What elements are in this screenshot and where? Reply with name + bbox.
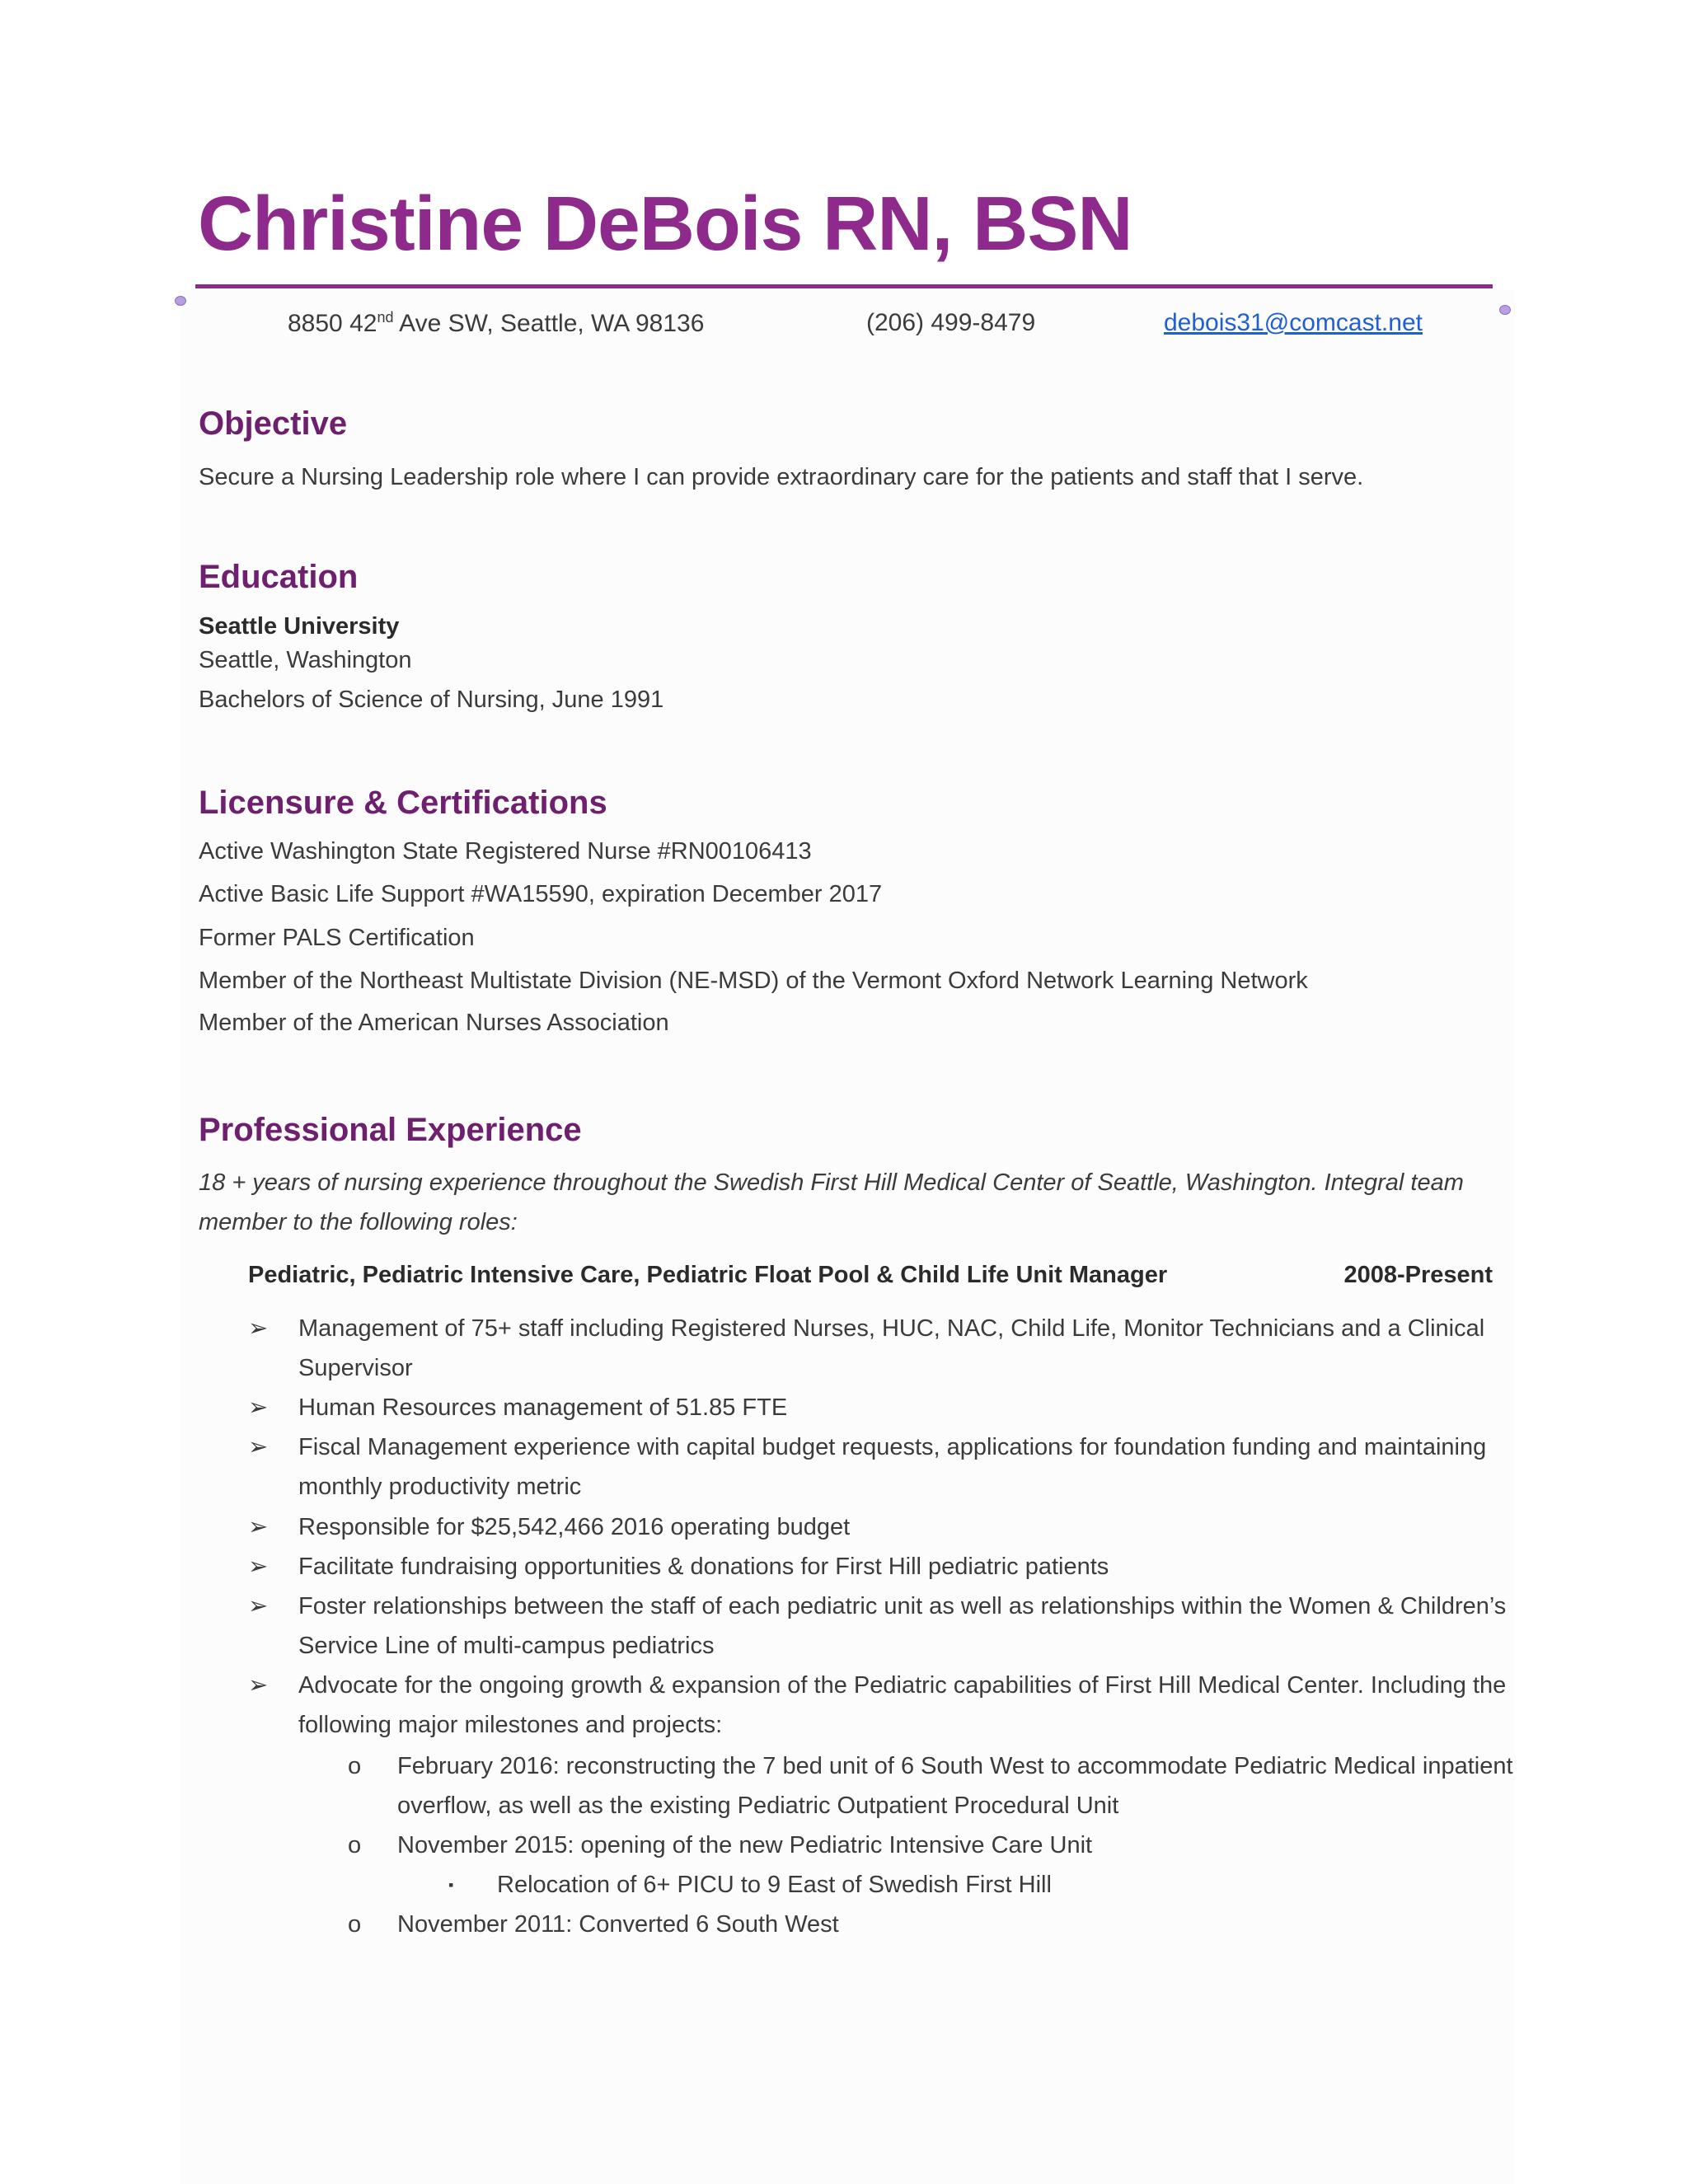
square-bullet-icon: ▪ bbox=[448, 1877, 454, 1893]
license-item: Former PALS Certification bbox=[199, 925, 475, 951]
license-item: Member of the Northeast Multistate Division (NE-MSD) of the Vermont Oxford Network Learning Network bbox=[199, 968, 1308, 994]
experience-heading: Professional Experience bbox=[199, 1112, 582, 1148]
bullet-item: ➢ Facilitate fundraising opportunities & donations for First Hill pediatric patients bbox=[248, 1547, 1517, 1586]
role-title: Pediatric, Pediatric Intensive Care, Pediatric Float Pool & Child Life Unit Manager bbox=[248, 1262, 1168, 1288]
resume-name: Christine DeBois RN, BSN bbox=[198, 180, 1132, 266]
experience-intro: member to the following roles: bbox=[199, 1209, 518, 1235]
arrow-bullet-icon: ➢ bbox=[248, 1514, 269, 1540]
header-divider bbox=[195, 284, 1493, 288]
contact-phone: (206) 499-8479 bbox=[866, 309, 1036, 336]
role-dates: 2008-Present bbox=[1343, 1262, 1493, 1288]
experience-intro: 18 + years of nursing experience throughout the Swedish First Hill Medical Center of Seattle, Washington. Integral team bbox=[199, 1169, 1464, 1196]
education-school: Seattle University bbox=[199, 613, 400, 640]
education-heading: Education bbox=[199, 559, 359, 595]
license-item: Active Washington State Registered Nurse #RN00106413 bbox=[199, 838, 812, 865]
bullet-item: ➢ Foster relationships between the staff of each pediatric unit as well as relationships within the Women & Children’s Service Line of multi-campus pediatrics bbox=[248, 1586, 1517, 1666]
bullet-item: ➢ Human Resources management of 51.85 FTE bbox=[248, 1388, 1517, 1427]
circle-bullet-icon: o bbox=[348, 1832, 362, 1858]
contact-address: 8850 42nd Ave SW, Seattle, WA 98136 bbox=[288, 309, 705, 337]
arrow-bullet-icon: ➢ bbox=[248, 1672, 269, 1699]
contact-email[interactable] bbox=[1164, 309, 1423, 337]
bullet-item: ➢ Advocate for the ongoing growth & expansion of the Pediatric capabilities of First Hill Medical Center. Including the following major milestones and projects: bbox=[248, 1666, 1517, 1745]
licensure-heading: Licensure & Certifications bbox=[199, 785, 607, 821]
arrow-bullet-icon: ➢ bbox=[248, 1394, 269, 1421]
milestone-detail: ▪ Relocation of 6+ PICU to 9 East of Swedish First Hill bbox=[446, 1865, 1509, 1905]
license-item: Member of the American Nurses Association bbox=[199, 1010, 669, 1036]
arrow-bullet-icon: ➢ bbox=[248, 1434, 269, 1460]
role-row bbox=[248, 1262, 1493, 1289]
divider-right-dot bbox=[1499, 305, 1511, 315]
bullet-item: ➢ Fiscal Management experience with capital budget requests, applications for foundation funding and maintaining monthly productivity metric bbox=[248, 1427, 1517, 1507]
circle-bullet-icon: o bbox=[348, 1911, 362, 1938]
milestone-item: o February 2016: reconstructing the 7 bed unit of 6 South West to accommodate Pediatric Medical inpatient overflow, as well as the existing Pediatric Outpatient Procedural Unit bbox=[346, 1746, 1517, 1825]
email-link[interactable]: debois31@comcast.net bbox=[1164, 309, 1423, 336]
arrow-bullet-icon: ➢ bbox=[248, 1554, 269, 1580]
arrow-bullet-icon: ➢ bbox=[248, 1315, 269, 1342]
objective-heading: Objective bbox=[199, 405, 348, 442]
milestone-item: o November 2015: opening of the new Pediatric Intensive Care Unit bbox=[346, 1825, 1517, 1865]
milestone-item: o November 2011: Converted 6 South West bbox=[346, 1905, 1517, 1944]
circle-bullet-icon: o bbox=[348, 1753, 362, 1779]
education-location: Seattle, Washington bbox=[199, 647, 412, 673]
objective-text: Secure a Nursing Leadership role where I can provide extraordinary care for the patients and staff that I serve. bbox=[199, 464, 1364, 490]
license-item: Active Basic Life Support #WA15590, expiration December 2017 bbox=[199, 881, 883, 907]
arrow-bullet-icon: ➢ bbox=[248, 1593, 269, 1619]
bullet-item: ➢ Management of 75+ staff including Registered Nurses, HUC, NAC, Child Life, Monitor Technicians and a Clinical Supervisor bbox=[248, 1309, 1517, 1388]
education-degree: Bachelors of Science of Nursing, June 1991 bbox=[199, 687, 664, 713]
divider-left-dot bbox=[175, 296, 186, 306]
bullet-item: ➢ Responsible for $25,542,466 2016 operating budget bbox=[248, 1507, 1517, 1547]
